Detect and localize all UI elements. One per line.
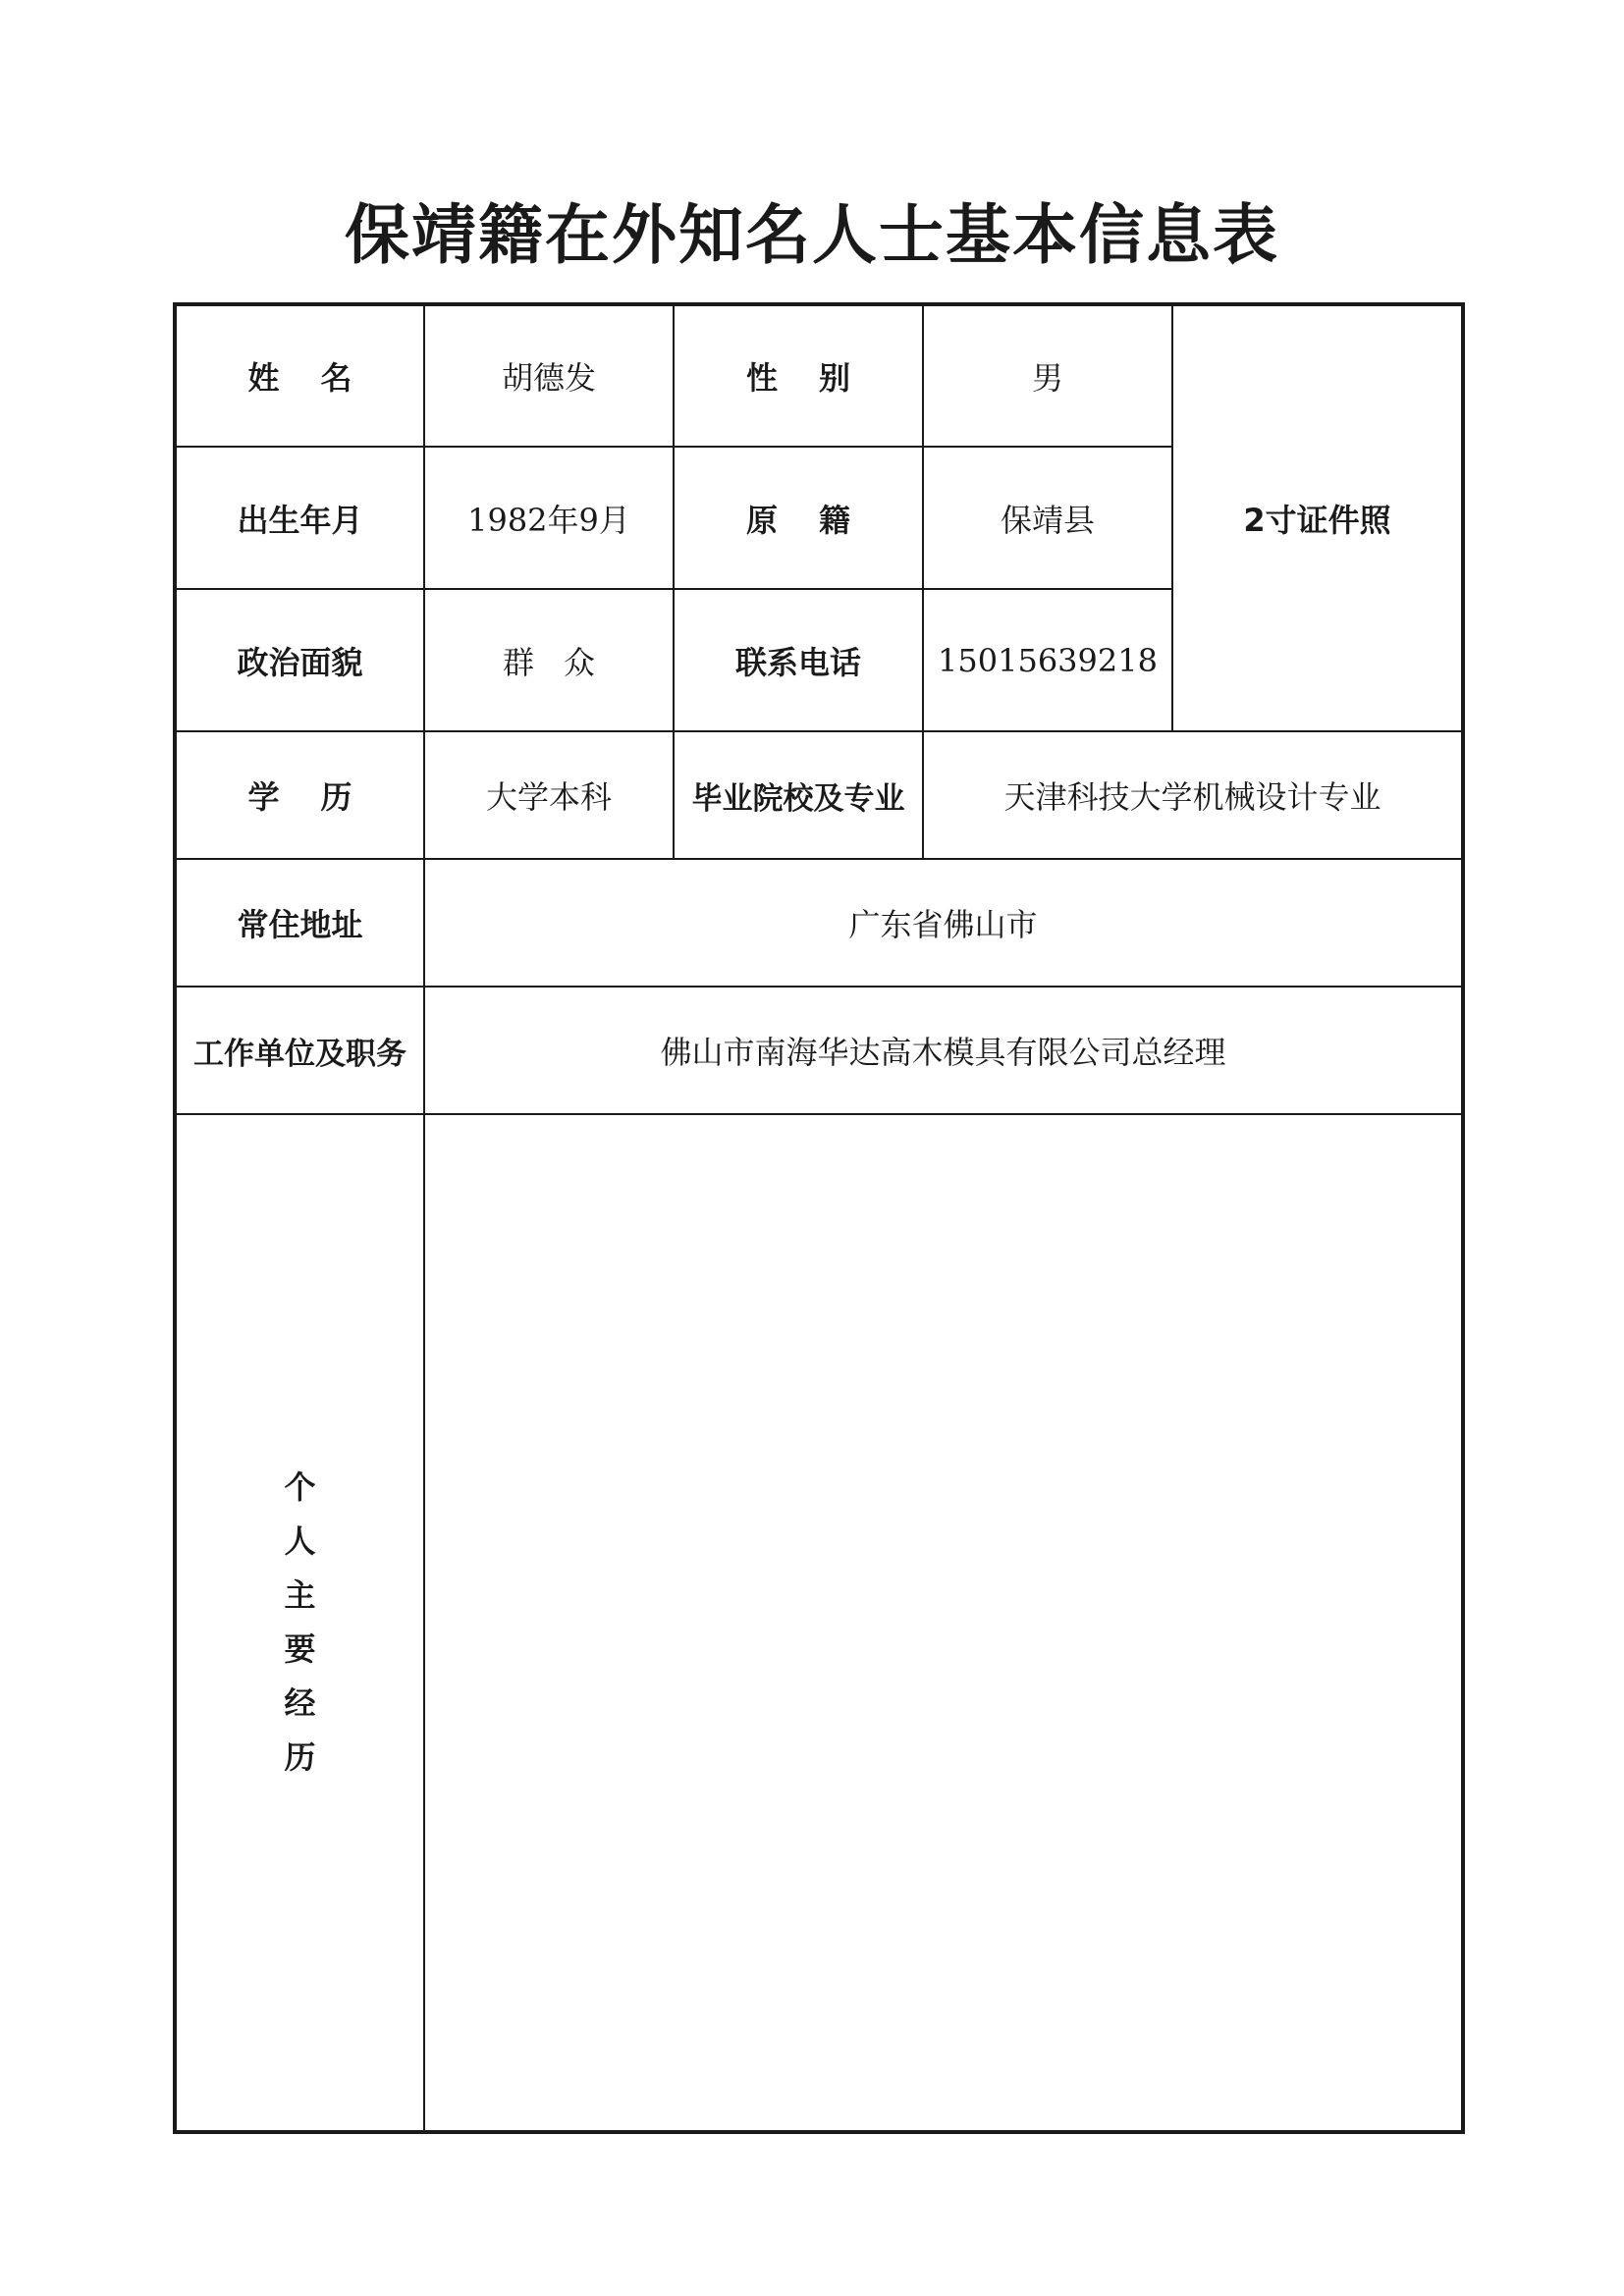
experience-value <box>424 1114 1463 2132</box>
origin-value: 保靖县 <box>923 447 1172 589</box>
name-label: 姓名 <box>175 304 424 447</box>
phone-value: 15015639218 <box>923 589 1172 731</box>
address-label: 常住地址 <box>175 859 424 987</box>
photo-placeholder: 2寸证件照 <box>1172 304 1463 731</box>
phone-label: 联系电话 <box>674 589 923 731</box>
education-value: 大学本科 <box>424 731 674 859</box>
work-value: 佛山市南海华达高木模具有限公司总经理 <box>424 987 1463 1114</box>
school-label: 毕业院校及专业 <box>674 731 923 859</box>
politics-value: 群众 <box>424 589 674 731</box>
work-label: 工作单位及职务 <box>175 987 424 1114</box>
info-table <box>173 302 1465 2134</box>
birth-label: 出生年月 <box>175 447 424 589</box>
experience-label: 个人主要经历 <box>175 1114 424 2132</box>
table-row <box>175 304 1463 447</box>
table-row <box>175 859 1463 987</box>
birth-value: 1982年9月 <box>424 447 674 589</box>
name-value: 胡德发 <box>424 304 674 447</box>
gender-label: 性别 <box>674 304 923 447</box>
address-value: 广东省佛山市 <box>424 859 1463 987</box>
politics-label: 政治面貌 <box>175 589 424 731</box>
table-row <box>175 987 1463 1114</box>
gender-value: 男 <box>923 304 1172 447</box>
table-row <box>175 1114 1463 2132</box>
table-row <box>175 731 1463 859</box>
page-title: 保靖籍在外知名人士基本信息表 <box>345 196 1279 273</box>
origin-label: 原籍 <box>674 447 923 589</box>
education-label: 学历 <box>175 731 424 859</box>
school-value: 天津科技大学机械设计专业 <box>923 731 1463 859</box>
